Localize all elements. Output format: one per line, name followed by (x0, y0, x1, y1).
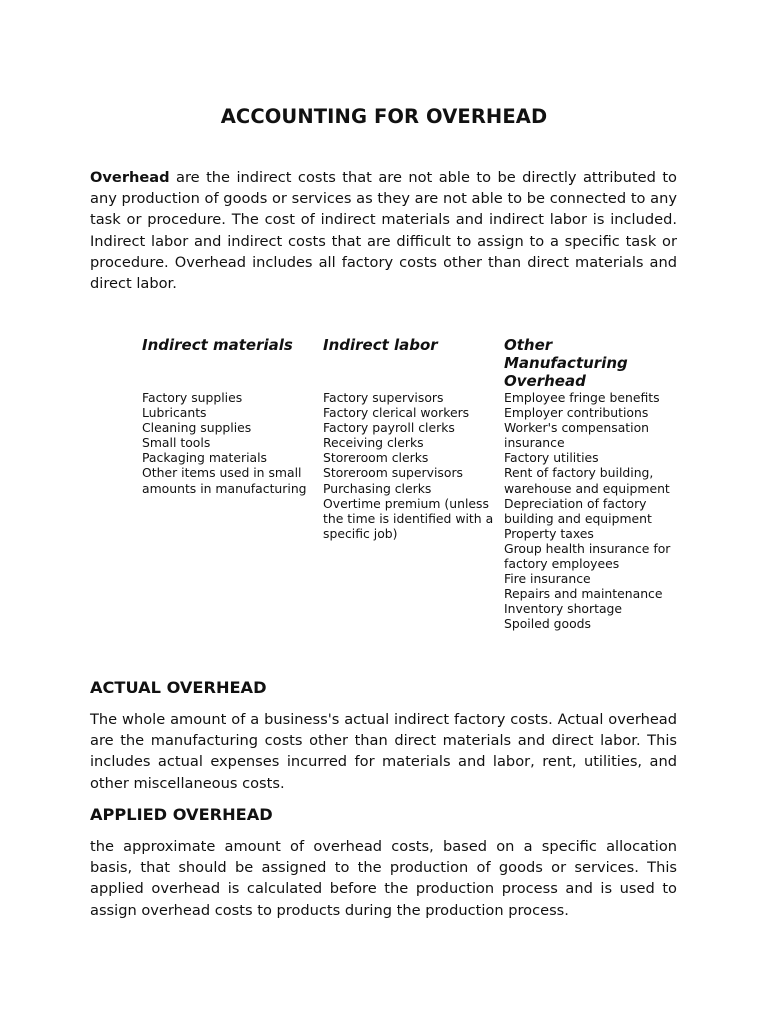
list-item: Rent of factory building, warehouse and equipment (504, 465, 670, 496)
intro-text: are the indirect costs that are not able to be directly attributed to any production of goods or services as they are not able to be connected to any task or procedure. The cost of indirect materials and indirect labor is included. Indirect labor and indirect costs that are difficult to assign to a specific task or procedure. Overhead includes all factory costs other than direct materials and direct labor. (90, 169, 677, 293)
item-list (504, 390, 676, 632)
list-item: Depreciation of factory building and equipment (504, 495, 652, 526)
list-item: Lubricants (142, 405, 207, 421)
list-item: Packaging materials (142, 450, 268, 466)
section-body-applied-overhead: the approximate amount of overhead costs, based on a specific allocation basis, that should be assigned to the production of goods or services. This applied overhead is calculated before the production process and is used to assign overhead costs to products during the production process. (90, 838, 677, 919)
list-item: Factory utilities (504, 450, 599, 466)
list-item: Employee fringe benefits (504, 390, 660, 405)
section-heading-applied-overhead: APPLIED OVERHEAD (90, 805, 273, 824)
list-item: Employer contributions (504, 405, 649, 421)
list-item: Spoiled goods (504, 616, 591, 632)
column-indirect-materials (142, 336, 314, 496)
intro-paragraph (90, 167, 677, 294)
list-item: Factory clerical workers (323, 405, 470, 421)
section-heading-actual-overhead: ACTUAL OVERHEAD (90, 678, 267, 697)
page-title: ACCOUNTING FOR OVERHEAD (220, 105, 548, 129)
list-item: Inventory shortage (504, 601, 623, 617)
column-heading: Indirect materials (142, 336, 293, 354)
intro-term: Overhead (90, 169, 170, 186)
list-item: Small tools (142, 435, 211, 451)
column-heading: Indirect labor (323, 336, 438, 354)
section-body-actual-overhead: The whole amount of a business's actual indirect factory costs. Actual overhead are the manufacturing costs other than direct materials and direct labor. This includes actual expenses incurred for materials and labor, rent, utilities, and other miscellaneous costs. (90, 711, 677, 792)
list-item: Overtime premium (unless the time is identified with a specific job) (323, 495, 494, 541)
item-list (142, 390, 314, 496)
list-item: Factory supervisors (323, 390, 444, 405)
column-indirect-labor (323, 336, 495, 541)
list-item: Fire insurance (504, 571, 591, 587)
list-item: Storeroom supervisors (323, 465, 463, 481)
list-item: Repairs and maintenance (504, 586, 663, 602)
item-list (323, 390, 495, 541)
list-item: Factory supplies (142, 390, 243, 405)
list-item: Other items used in small amounts in manufacturing (142, 465, 307, 496)
list-item: Purchasing clerks (323, 480, 432, 496)
column-other-manufacturing-overhead (504, 336, 676, 632)
list-item: Storeroom clerks (323, 450, 429, 466)
list-item: Factory payroll clerks (323, 420, 455, 436)
list-item: Worker's compensation insurance (504, 420, 650, 451)
list-item: Property taxes (504, 525, 594, 541)
list-item: Receiving clerks (323, 435, 424, 451)
list-item: Cleaning supplies (142, 420, 252, 436)
column-heading: Other Manufacturing Overhead (504, 336, 628, 390)
list-item: Group health insurance for factory employees (504, 540, 671, 572)
